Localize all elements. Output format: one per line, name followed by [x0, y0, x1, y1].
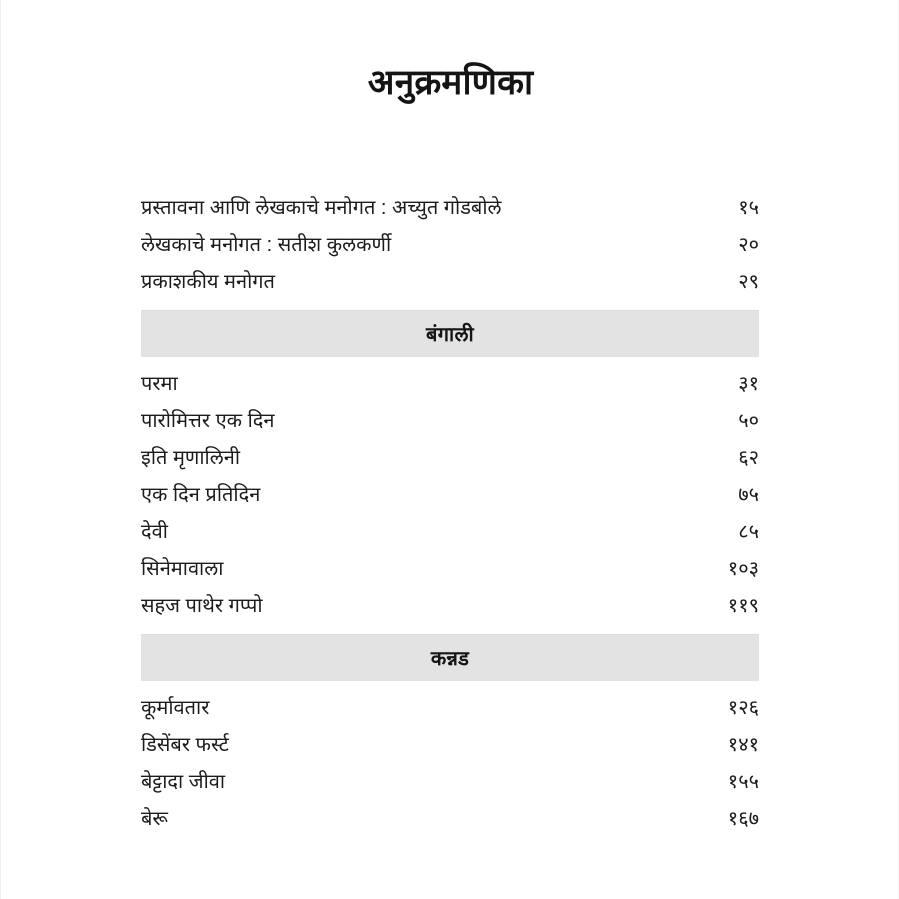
section-entries-bangali — [141, 366, 759, 625]
entry-title: बेरू — [141, 808, 168, 830]
entry-title: प्रकाशकीय मनोगत — [141, 271, 275, 293]
entry-page-number: ६२ — [738, 447, 759, 469]
section-header-kannad — [141, 634, 759, 681]
entry-page-number: ५० — [738, 410, 759, 432]
entry-page-number: १४१ — [727, 734, 759, 756]
section-entries-kannad — [141, 690, 759, 838]
section-header-bangali — [141, 310, 759, 357]
entry-page-number: ३१ — [738, 373, 759, 395]
entry-page-number: १५ — [738, 197, 759, 219]
entry-title: सहज पाथेर गप्पो — [141, 595, 263, 617]
entry-title: प्रस्तावना आणि लेखकाचे मनोगत : अच्युत गोडबोले — [141, 197, 502, 219]
entry-title: परमा — [141, 373, 178, 395]
entry-page-number: १६७ — [727, 808, 759, 830]
page-title: अनुक्रमणिका — [367, 63, 534, 102]
entry-title: कूर्मावतार — [141, 697, 210, 719]
front-matter-group — [141, 190, 759, 301]
entry-title: सिनेमावाला — [141, 558, 224, 580]
entry-title: देवी — [141, 521, 168, 543]
entry-page-number: २९ — [738, 271, 759, 293]
entry-page-number: १२६ — [727, 697, 759, 719]
list-item[interactable] — [141, 477, 759, 514]
list-item[interactable] — [141, 727, 759, 764]
entry-title: इति मृणालिनी — [141, 447, 240, 469]
section-heading-label: कन्नड — [430, 648, 470, 670]
list-item[interactable] — [141, 764, 759, 801]
entry-title: एक दिन प्रतिदिन — [141, 484, 261, 506]
list-item[interactable] — [141, 551, 759, 588]
entry-page-number: १५५ — [727, 771, 759, 793]
list-item[interactable] — [141, 403, 759, 440]
entry-page-number: ८५ — [738, 521, 759, 543]
entry-title: बेट्टादा जीवा — [141, 771, 226, 793]
entry-page-number: ११९ — [727, 595, 759, 617]
entry-title: डिसेंबर फर्स्ट — [141, 734, 229, 756]
table-of-contents — [141, 190, 759, 838]
list-item[interactable] — [141, 227, 759, 264]
list-item[interactable] — [141, 440, 759, 477]
list-item[interactable] — [141, 514, 759, 551]
list-item[interactable] — [141, 366, 759, 403]
entry-page-number: १०३ — [727, 558, 759, 580]
entry-page-number: ७५ — [738, 484, 759, 506]
entry-page-number: २० — [738, 234, 759, 256]
list-item[interactable] — [141, 264, 759, 301]
list-item[interactable] — [141, 588, 759, 625]
list-item[interactable] — [141, 690, 759, 727]
entry-title: लेखकाचे मनोगत : सतीश कुलकर्णी — [141, 234, 392, 256]
section-heading-label: बंगाली — [426, 324, 474, 346]
list-item[interactable] — [141, 190, 759, 227]
list-item[interactable] — [141, 801, 759, 838]
entry-title: पारोमित्तर एक दिन — [141, 410, 275, 432]
